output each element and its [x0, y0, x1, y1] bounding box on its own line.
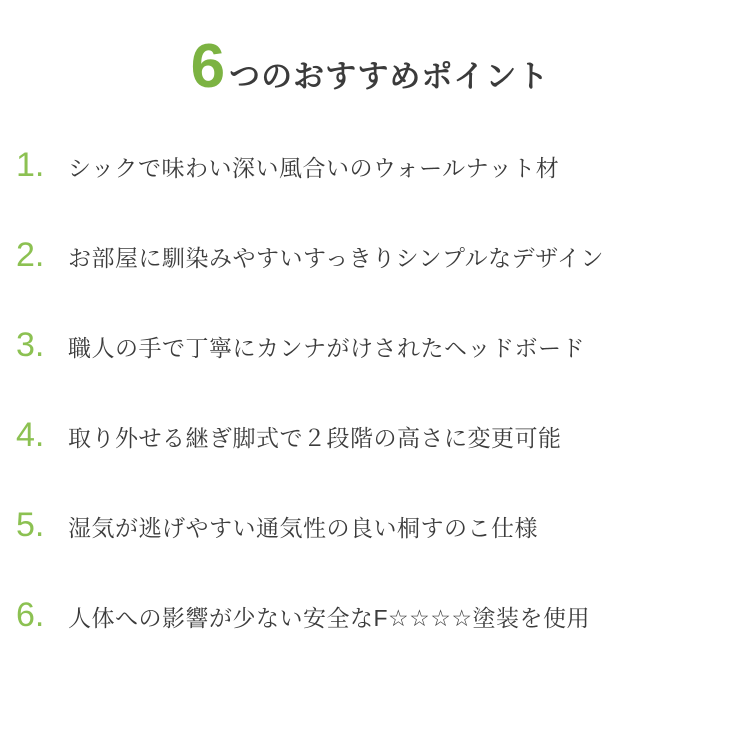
list-item-label: お部屋に馴染みやすいすっきりシンプルなデザイン — [68, 245, 605, 271]
page-title — [0, 32, 740, 101]
list-item-label: シックで味わい深い風合いのウォールナット材 — [68, 155, 560, 181]
page-title-text: つのおすすめポイント — [229, 59, 550, 94]
list-item-number: 2. — [16, 236, 45, 274]
list-item-number: 3. — [16, 326, 45, 364]
list-item-label: 取り外せる継ぎ脚式で２段階の高さに変更可能 — [68, 425, 562, 451]
list-item-label: 人体への影響が少ない安全なF☆☆☆☆塗装を使用 — [68, 605, 591, 631]
list-item-number: 1. — [16, 146, 45, 184]
list-item-label: 職人の手で丁寧にカンナがけされたヘッドボード — [68, 335, 585, 361]
page-title-number: 6 — [190, 32, 226, 101]
list-item — [0, 328, 740, 418]
list-item — [0, 418, 740, 508]
list-item — [0, 238, 740, 328]
list-item — [0, 148, 740, 238]
points-list — [0, 148, 740, 688]
list-item-number: 6. — [16, 596, 45, 634]
list-item — [0, 508, 740, 598]
list-item — [0, 598, 740, 688]
list-item-number: 4. — [16, 416, 45, 454]
list-item-number: 5. — [16, 506, 45, 544]
list-item-label: 湿気が逃げやすい通気性の良い桐すのこ仕様 — [68, 515, 538, 541]
